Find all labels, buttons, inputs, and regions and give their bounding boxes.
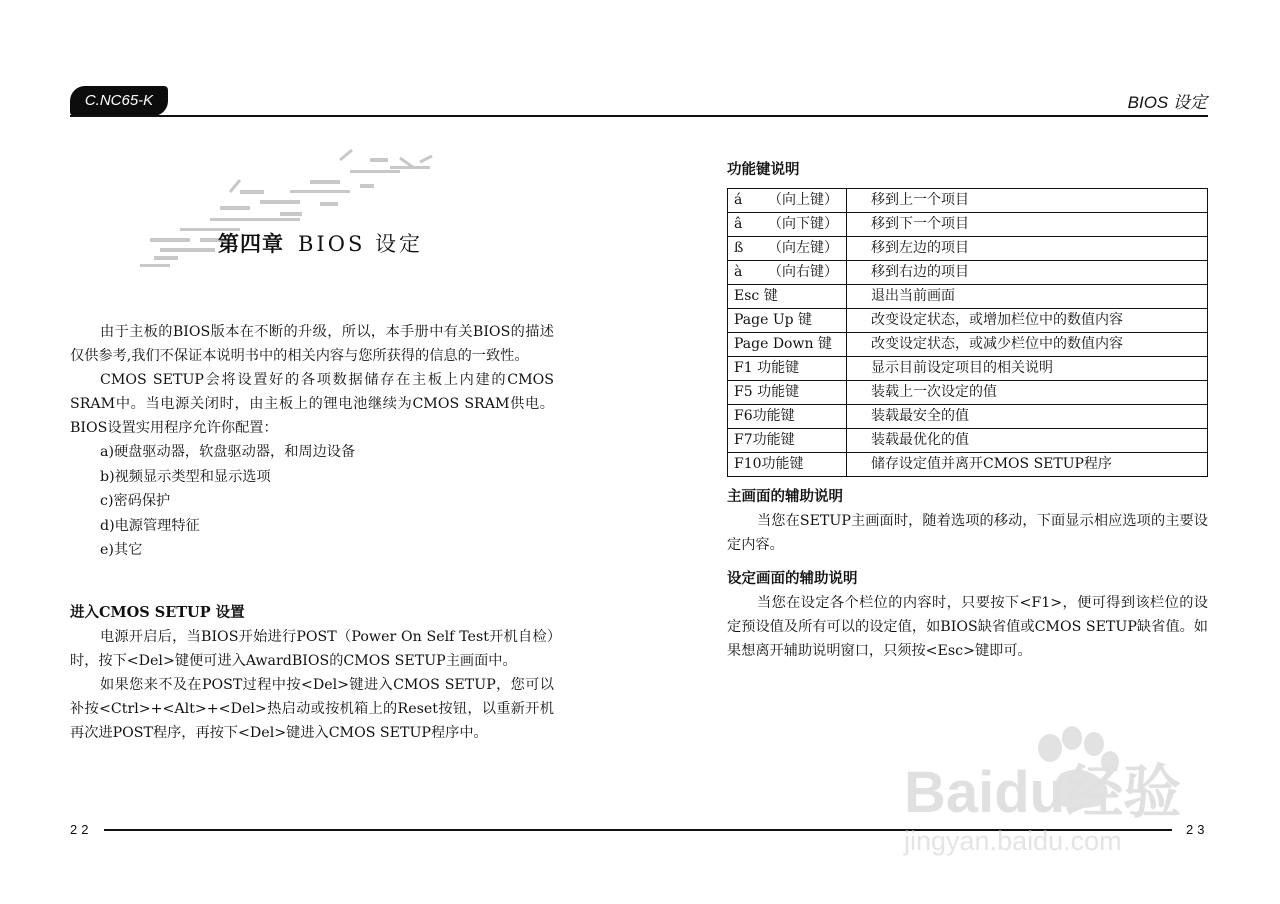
key-name: Esc 键 [734,288,778,304]
page-number-left: 22 [70,822,93,837]
watermark-brand: Baidu经验 [904,760,1182,825]
header-rule [70,115,1208,117]
key-name: F7功能键 [734,432,795,448]
main-help-text: 当您在SETUP主画面时，随着选项的移动，下面显示相应选项的主要设定内容。 [727,513,1208,553]
key-name: Page Up 键 [734,312,813,328]
key-cell [728,405,847,429]
section-title: BIOS 设定 [1127,93,1207,112]
key-cell [728,309,847,333]
key-cell [728,189,847,213]
intro-paragraph-1: 由于主板的BIOS版本在不断的升级，所以，本手册中有关BIOS的描述仅供参考,我们不保证本说明书中的相关内容与您所获得的信息的一致性。 [70,324,554,364]
table-row [728,405,1208,429]
key-name: （向下键） [768,216,838,232]
model-badge: C.NC65-K [70,86,168,116]
key-description: 显示目前设定项目的相关说明 [847,357,1208,381]
table-row [728,333,1208,357]
chapter-title-en: BIOS 设定 [298,232,424,256]
key-cell [728,261,847,285]
list-item: d)电源管理特征 [100,517,200,534]
key-description: 装载最安全的值 [847,405,1208,429]
right-column [727,158,1208,663]
key-cell [728,237,847,261]
key-cell [728,453,847,477]
key-description: 移到左边的项目 [847,237,1208,261]
key-name: F10功能键 [734,456,804,472]
key-name: （向左键） [768,240,838,256]
function-keys-heading: 功能键说明 [727,161,800,178]
list-item: b)视频显示类型和显示选项 [100,468,271,485]
function-keys-table [727,188,1208,477]
table-row [728,429,1208,453]
key-cell [728,357,847,381]
enter-setup-paragraph-1: 电源开启后，当BIOS开始进行POST（Power On Self Test开机自检）时，按下<Del>键便可进入AwardBIOS的CMOS SETUP主画面中。 [70,628,554,669]
key-description: 退出当前画面 [847,285,1208,309]
table-row [728,189,1208,213]
key-description: 移到下一个项目 [847,213,1208,237]
table-row [728,357,1208,381]
key-description: 改变设定状态，或减少栏位中的数值内容 [847,333,1208,357]
chapter-title-cn: 第四章 [218,231,284,256]
key-name: F1 功能键 [734,360,800,376]
key-cell [728,333,847,357]
watermark-url: jingyan.baidu.com [904,826,1122,856]
chapter-title [218,228,423,258]
arrow-key-glyph: á [734,192,743,208]
table-row [728,453,1208,477]
key-cell [728,213,847,237]
intro-paragraph-2: CMOS SETUP会将设置好的各项数据储存在主板上内建的CMOS SRAM中。当电源关闭时，由主板上的锂电池继续为CMOS SRAM供电。BIOS设置实用程序允许你配置： [70,372,554,436]
key-description: 移到右边的项目 [847,261,1208,285]
key-description: 装载上一次设定的值 [847,381,1208,405]
key-cell [728,381,847,405]
arrow-key-glyph: à [734,264,743,280]
key-name: F6功能键 [734,408,795,424]
key-cell [728,429,847,453]
key-cell [728,285,847,309]
left-column [70,320,554,745]
main-help-heading: 主画面的辅助说明 [727,488,843,505]
setting-help-heading: 设定画面的辅助说明 [727,570,858,587]
list-item: a)硬盘驱动器，软盘驱动器，和周边设备 [100,444,356,460]
table-row [728,309,1208,333]
key-description: 改变设定状态，或增加栏位中的数值内容 [847,309,1208,333]
key-name: F5 功能键 [734,384,800,400]
arrow-key-glyph: ß [734,240,744,256]
baidu-watermark-logo [900,712,1200,862]
key-name: （向上键） [768,192,838,208]
list-item: c)密码保护 [100,493,171,509]
table-row [728,381,1208,405]
key-description: 移到上一个项目 [847,189,1208,213]
table-row [728,285,1208,309]
key-description: 装载最优化的值 [847,429,1208,453]
setting-help-text: 当您在设定各个栏位的内容时，只要按下<F1>，便可得到该栏位的设定预设值及所有可以的设定值，如BIOS缺省值或CMOS SETUP缺省值。如果想离开辅助说明窗口，只须按<Esc>键即可。 [727,595,1208,659]
list-item: e)其它 [100,542,143,558]
arrow-key-glyph: â [734,216,743,232]
enter-setup-paragraph-2: 如果您来不及在POST过程中按<Del>键进入CMOS SETUP，您可以补按<Ctrl>+<Alt>+<Del>热启动或按机箱上的Reset按钮，以重新开机再次进POST程序，再按下<Del>键进入CMOS SETUP程序中。 [70,676,554,741]
table-row [728,237,1208,261]
table-row [728,213,1208,237]
key-name: （向右键） [768,264,838,280]
enter-setup-heading: 进入CMOS SETUP 设置 [70,603,245,621]
key-description: 储存设定值并离开CMOS SETUP程序 [847,453,1208,477]
key-name: Page Down 键 [734,336,832,352]
page-number-right: 23 [1186,822,1209,837]
table-row [728,261,1208,285]
